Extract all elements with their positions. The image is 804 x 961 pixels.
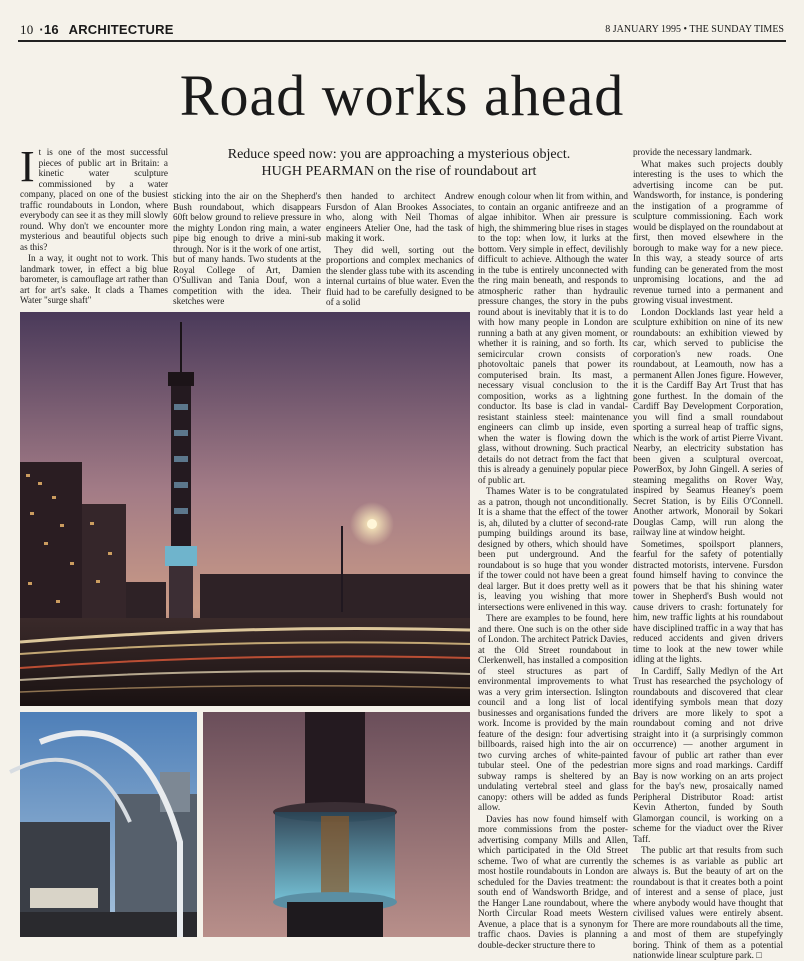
paragraph: sticking into the air on the Shepherd's Bush roundabout, which disappears 60ft below ground to relieve pressure in the mighty London ring main, a water pipe big enough to drive a mini-sub through. Nor is it the work of one artist, but of many hands. Two students at the Royal College of Art, Damien O'Sullivan and Tania Douf, won a competition with the idea. Their sketches were (173, 191, 321, 306)
page-number: 10 (20, 22, 34, 37)
article-column-3 (326, 191, 474, 307)
drop-cap: I (20, 142, 35, 191)
paragraph: then handed to architect Andrew Fursdon of Alan Brookes Associates, who, along with Neil Thomas of engineers Atelier One, had the task of making it work. (326, 191, 474, 243)
paragraph: enough colour when lit from within, and to contain an organic antifreeze and an algae inhibitor. When air pressure is high, the shimmering blue rises in stages to the top: when low, it lurks at the bottom. Very simple in effect, devilishly difficult to achieve. Although the water in the tube is entirely unconnected with the ring main beneath, and responds to atmospheric rather than hydraulic pressure changes, the story in the pubs round about is inevitably that it is to do with how many people in London are running a bath at any given moment, or whether it is raining, and so forth. Its semicircular crown consists of photovoltaic panels that power its computerised brain. Its mast, a necessary visual conclusion to the composition, works as a lightning conductor. Its base is clad in vandal-resistant stainless steel: maintenance engineers can climb up inside, even when the water is flowing down the glass, without drowning. Such practical details do not detract from the fact that this is already a genuinely popular piece of public art. (478, 191, 628, 485)
paragraph: provide the necessary landmark. (633, 147, 752, 157)
paragraph: In a way, it ought not to work. This landmark tower, in effect a big blue barometer, is camouflage art rather than art for art's sake. It clads a Thames Water "surge shaft" (20, 253, 168, 305)
paragraph: There are examples to be found, here and there. One such is on the other side of London. The architect Patrick Davies, at the Old Street roundabout in Clerkenwell, has installed a composition of steel structures as part of environmental improvements to what was a very grim intersection. Islington council and a long list of local businesses and organisations funded the work. Income is provided by the main feature of the design: four advertising billboards, raised high into the air on two curving arches of white-painted tubular steel. One of the pedestrian subway ramps is sheltered by an undulating vertebral steel and glass canopy: others will be added as funds allow. (478, 613, 628, 812)
tower-base-photo (203, 712, 470, 937)
dateline: 8 JANUARY 1995 • THE SUNDAY TIMES (605, 24, 784, 35)
article-column-4 (478, 191, 628, 950)
page-header-left: 10 ·16 ARCHITECTURE (20, 22, 174, 37)
standfirst-byline: HUGH PEARMAN on the rise of roundabout art (261, 164, 537, 179)
old-street-photo (20, 712, 197, 937)
paragraph: Sometimes, spoilsport planners, fearful for the safety of potentially distracted motorists, intervene. Fursdon found himself having to convince the powers that be that his shining water tower in Shepherd's Bush would not cause drivers to crash: fortunately for him, new traffic lights at his roundabout have disciplined traffic in a way that has reduced accidents and given drivers time to look at the new tower while idling at the lights. (633, 538, 783, 664)
old-street-arches-image (20, 712, 197, 937)
standfirst (184, 146, 614, 180)
paragraph: In Cardiff, Sally Medlyn of the Art Trust has researched the psychology of roundabouts and discovered that clear identifying symbols mean that dozy drivers are more likely to spot a roundabout coming and not drive straight into it (a surprisingly common occurrence) — another argument in favour of public art rather than ever more signs and road markings. Cardiff Bay is now working on an arts project for the bay's new, prosaically named Peripheral Distributor Road: artist Kevin Atherton, funded by South Glamorgan council, is working on a scheme for the viaduct over the River Taff. (633, 665, 783, 844)
paragraph: London Docklands last year held a sculpture exhibition on nine of its new roundabouts: an exhibition viewed by car, which served to publicise the corporation's new roads. One roundabout, at Leamouth, now has a permanent Allen Jones figure. However, it is the Cardiff Bay Art Trust that has gone furthest. In the domain of the Cardiff Bay Development Corporation, you will find a small roundabout sporting a surreal heap of traffic signs, which is the work of artist Pierre Vivant. Nearby, an electricity substation has been given a sculptural overcoat, PowerBox, by John Gingell. A series of steaming megaliths on Rover Way, inspired by Seamus Heaney's poem Secret Station, is by Eilis O'Connell. Another artwork, Monorail by Sokari Douglas Camp, will run along the railway line at window height. (633, 306, 783, 537)
water-tower-dusk-image (20, 312, 470, 706)
paragraph: The public art that results from such schemes is as variable as public art always is. But the beauty of art on the roundabout is that it creates both a point of interest and a sense of place, just where anybody would have thought that civilised values were entirely absent. There are more roundabouts all the time, and most of them are stupefyingly boring. Think of them as a potential nationwide linear sculpture park. □ (633, 845, 783, 960)
article-column-2 (173, 191, 321, 307)
paragraph: It is one of the most successful pieces of public art in Britain: a kinetic water sculpture commissioned by a water company, placed on one of the busiest traffic roundabouts in London, where everybody can see it as they mill slowly round. Why don't we encounter more mysterious and beautiful objects such as this? (20, 142, 168, 252)
paragraph: Davies has now found himself with more commissions from the poster-advertising company Mills and Allen, which participated in the Old Street scheme. Two of what are currently the most hostile roundabouts in London are scheduled for the Davies treatment: the south end of Wandsworth Bridge, and the Hanger Lane roundabout, where the North Circular Road meets Western Avenue, a place that is a synonym for traffic chaos. Davies is planning a double-decker structure there to (478, 813, 628, 950)
main-photo (20, 312, 470, 706)
article-column-5 (633, 147, 783, 960)
paragraph: Thames Water is to be congratulated as a patron, though not unconditionally. It is a shame that the effect of the tower is, ah, diluted by a clutter of second-rate pumping buildings around its base, designed by others, which should have been put underground. And the roundabout is so huge that you wonder if the tower could not have been a great deal larger. But it does pretty well as it is, leaving you wishing that more intersections were enlivened in this way. (478, 486, 628, 612)
header-rule (18, 40, 786, 42)
section-name: ARCHITECTURE (68, 22, 174, 37)
paragraph: They did well, sorting out the proportions and complex mechanics of the slender glass tube with its ascending internal curtains of blue water. Even the fluid had to be carefully designed to be of a solid (326, 244, 474, 307)
headline: Road works ahead (179, 63, 625, 128)
article-column-1 (20, 142, 168, 307)
standfirst-line-1: Reduce speed now: you are approaching a mysterious object. (227, 147, 571, 162)
tower-base-glow-image (203, 712, 470, 937)
paragraph: What makes such projects doubly interesting is the uses to which the advertising income can be put. Wandsworth, for instance, is pondering the instigation of a programme of sculpture commissioning. Each work would be displayed on the roundabout at first, then moved elsewhere in the borough to make way for a new piece. In this way, a steady source of arts funding can be generated from the most unpromising locations, and the ad revenue turned into a permanent and growing visual investment. (633, 158, 783, 305)
section-number: 16 (43, 22, 59, 37)
